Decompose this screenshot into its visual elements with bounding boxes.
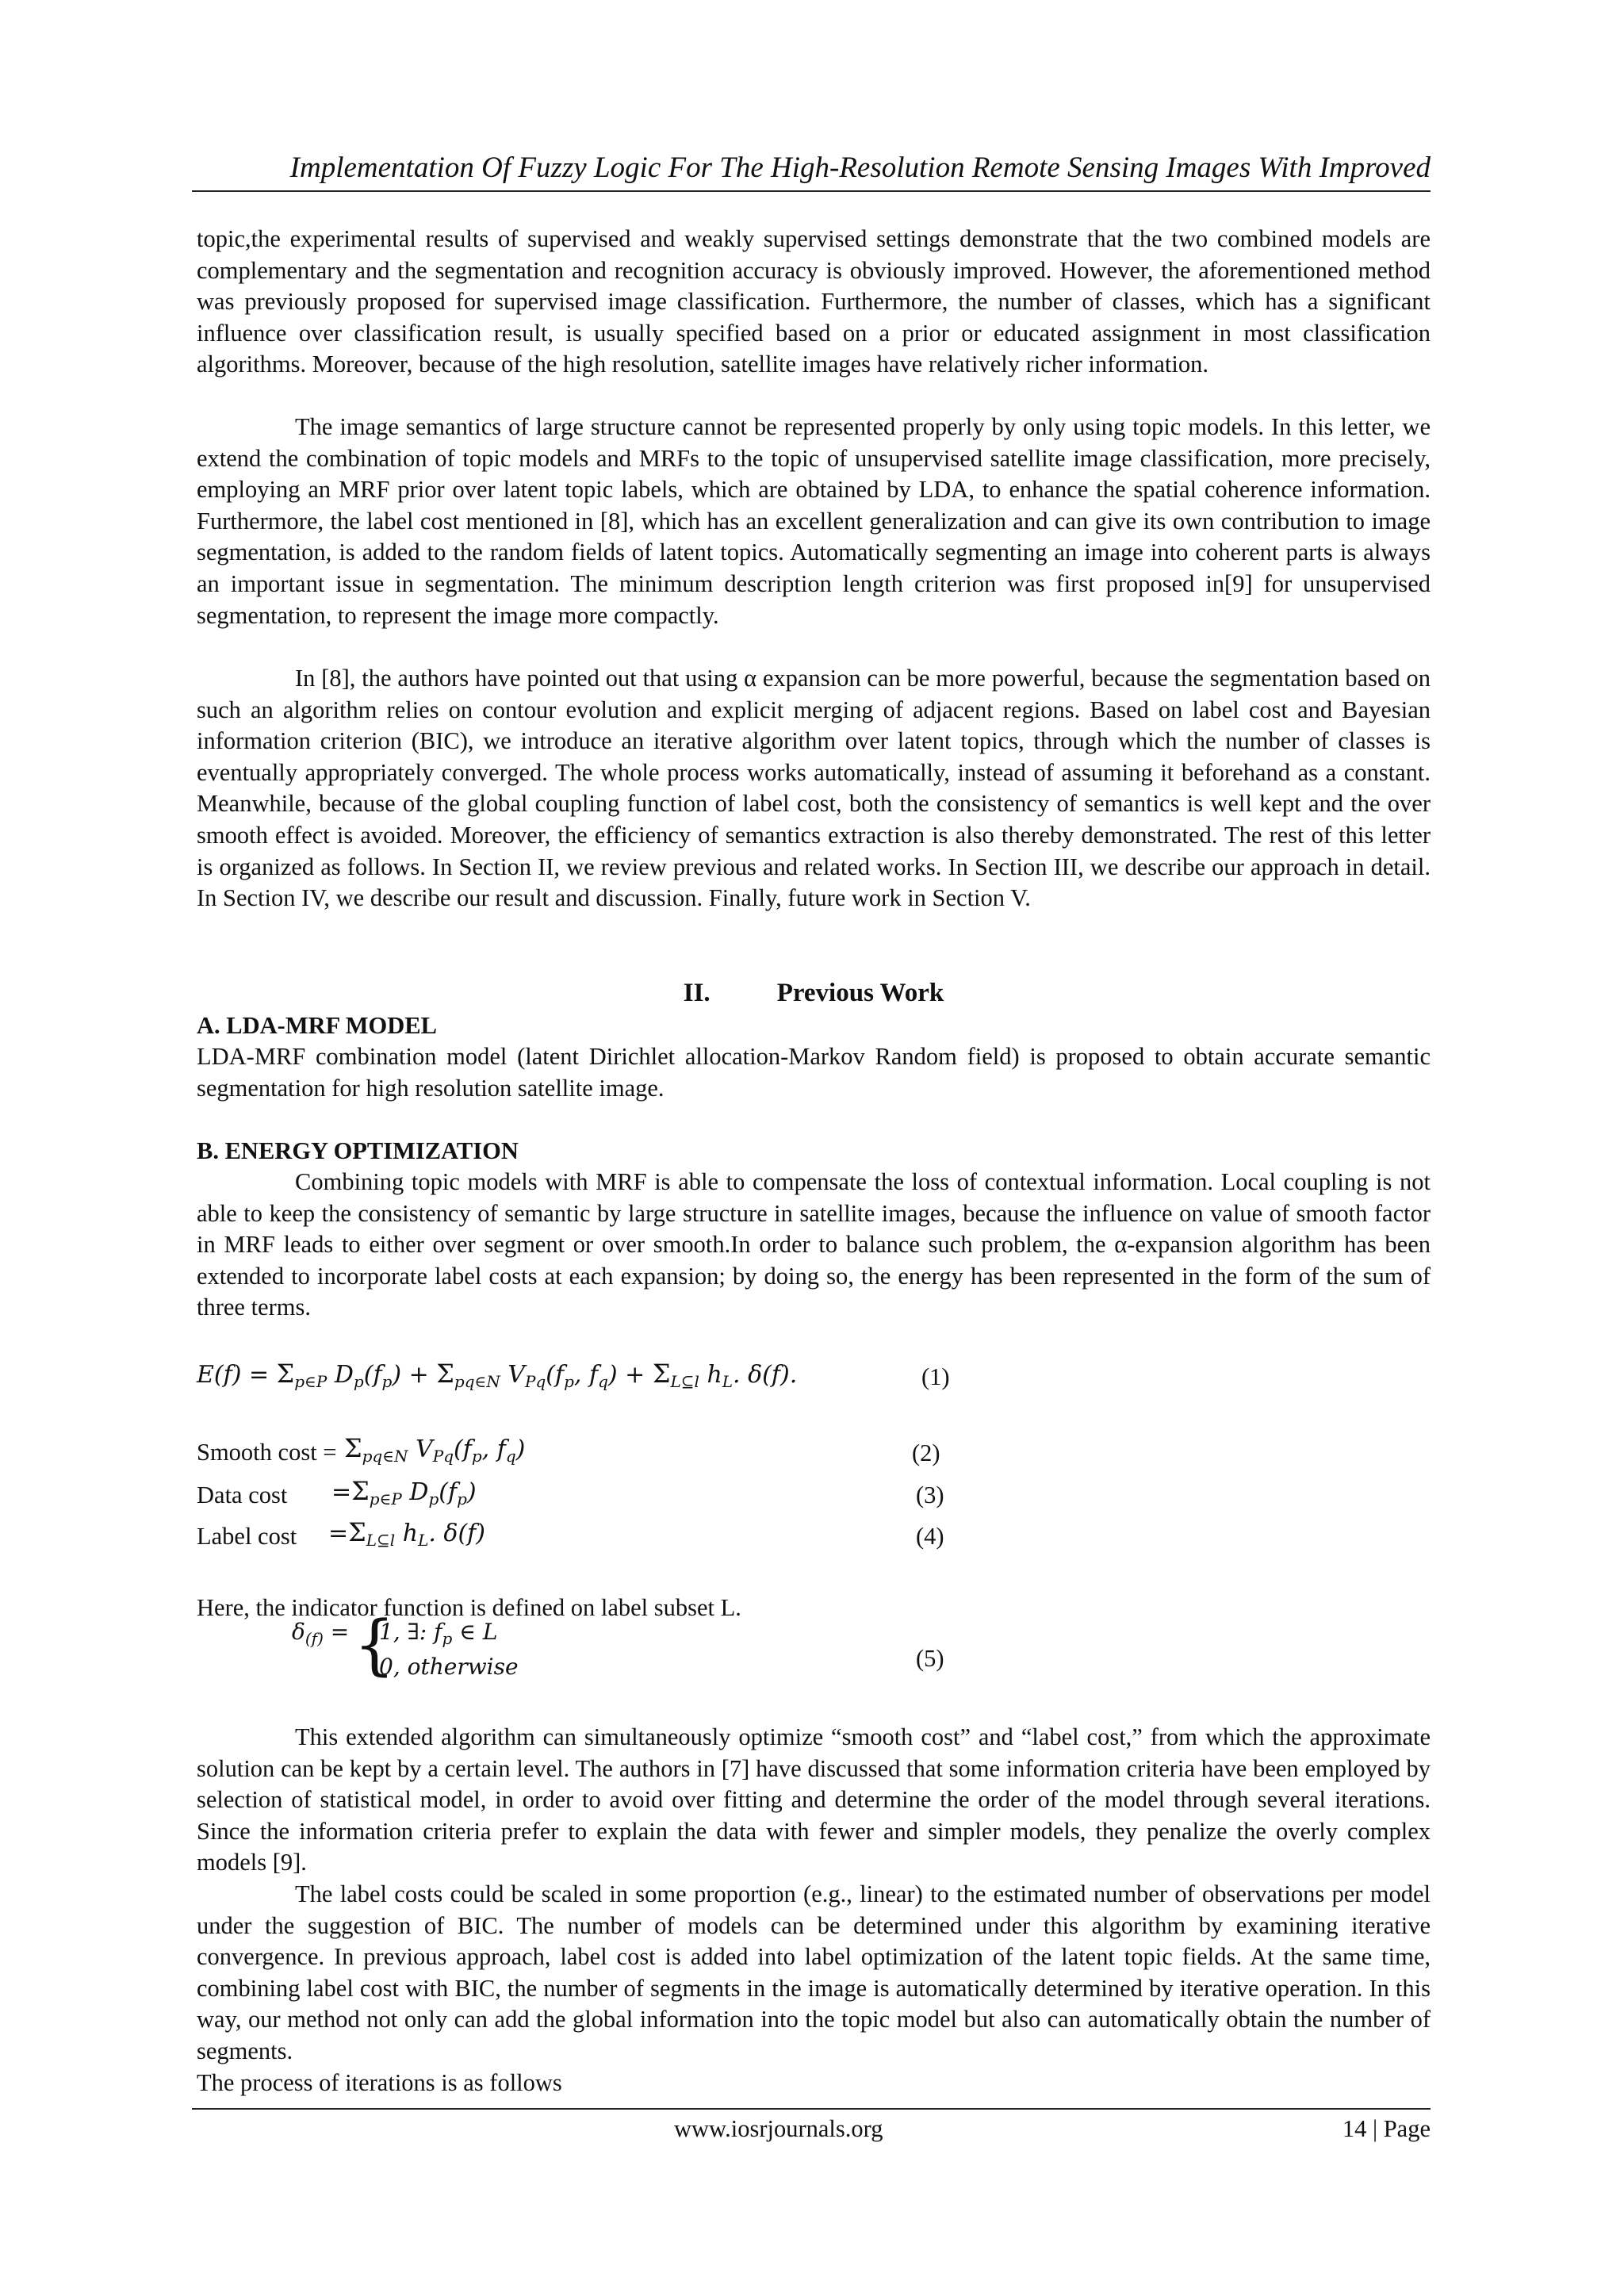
case-row-1: 1, ∃: f: [379, 1619, 442, 1645]
equation-smooth-cost: $\Sigma_{pq\in N}$ $V_{Pq}(f_p$, $f_q$): [344, 1433, 526, 1466]
footer-page-number: 14 | Page: [1342, 2115, 1431, 2142]
section-number: II.: [683, 979, 710, 1007]
equation-label-cost: $=\Sigma_{L⊆l}$ $h_L$. δ(f): [328, 1517, 485, 1550]
equation-number-4: (4): [916, 1523, 944, 1550]
section-title: Previous Work: [776, 979, 944, 1007]
subsection-b-title: B. ENERGY OPTIMIZATION: [197, 1137, 519, 1164]
label-cost-label: Label cost: [197, 1523, 297, 1550]
subsection-b-text: Combining topic models with MRF is able to compensate the loss of contextual information. Local coupling is not able to keep the consistency of semantic by large structure in satellite images, because the influence on value of smooth factor in MRF leads to either over segment or over smooth.In order to balance such problem, the α-expansion algorithm has been extended to incorporate label costs at each expansion; by doing so, the energy has been represented in the form of the sum of three terms.: [197, 1168, 1431, 1321]
paragraph-intro-continued: topic,the experimental results of supervised and weakly supervised settings demonstrate that the two combined models are complementary and the segmentation and recognition accuracy is obviously improved. However, the aforementioned method was previously proposed for supervised image classification. Furthermore, the number of classes, which has a significant influence over classification result, is usually specified based on a prior or educated assignment in most classification algorithms. Moreover, because of the high resolution, satellite images have relatively richer information.: [197, 225, 1431, 378]
paragraph-iterations: The process of iterations is as follows: [197, 2069, 562, 2096]
indicator-intro-text: Here, the indicator function is defined on label subset L.: [197, 1594, 741, 1621]
paragraph-extended-algorithm: This extended algorithm can simultaneously optimize “smooth cost” and “label cost,” from which the approximate solution can be kept by a certain level. The authors in [7] have discussed that some information criteria have been employed by selection of statistical model, in order to avoid over fitting and determine the order of the model through several iterations. Since the information criteria prefer to explain the data with fewer and simpler models, they penalize the overly complex models [9].: [197, 1723, 1431, 1876]
footer-divider: [192, 2108, 1431, 2110]
equation-energy: $E(f) = \Sigma_{p\in P}$ $D_p(f_p) + \Sigma_{pq\in N}$ $V_{Pq}(f_p$, $f_q) + \Sigma_{L⊆l}$ $h_L$. δ(f).: [197, 1359, 798, 1391]
equation-number-5: (5): [916, 1645, 944, 1672]
running-header: Implementation Of Fuzzy Logic For The High-Resolution Remote Sensing Images With Improved: [289, 151, 1431, 184]
paragraph-label-costs: The label costs could be scaled in some proportion (e.g., linear) to the estimated number of observations per model under the suggestion of BIC. The number of models can be determined under this algorithm by examining iterative convergence. In previous approach, label cost is added into label optimization of the latent topic fields. At the same time, combining label cost with BIC, the number of segments in the image is automatically determined by iterative operation. In this way, our method not only can add the global information into the topic model but also can automatically obtain the number of segments.: [197, 1880, 1431, 2064]
section-heading: [197, 977, 1431, 1009]
case-row-1-tail: ∈ L: [452, 1619, 498, 1645]
subsection-a-text: LDA-MRF combination model (latent Dirichlet allocation-Markov Random field) is proposed to obtain accurate semantic segmentation for high resolution satellite image.: [197, 1043, 1431, 1102]
subsection-a-title: A. LDA-MRF MODEL: [197, 1012, 437, 1039]
case-row-2: 0, otherwise: [379, 1654, 519, 1680]
equation-number-2: (2): [912, 1439, 940, 1466]
paragraph-alpha-expansion: In [8], the authors have pointed out that using α expansion can be more powerful, because the segmentation based on such an algorithm relies on contour evolution and explicit merging of adjacent regions. Based on label cost and Bayesian information criterion (BIC), we introduce an iterative algorithm over latent topics, through which the number of classes is eventually appropriately converged. The whole process works automatically, instead of assuming it beforehand as a constant. Meanwhile, because of the global coupling function of label cost, both the consistency of semantics is well kept and the over smooth effect is avoided. Moreover, the efficiency of semantics extraction is also thereby demonstrated. The rest of this letter is organized as follows. In Section II, we review previous and related works. In Section III, we describe our approach in detail. In Section IV, we describe our result and discussion. Finally, future work in Section V.: [197, 665, 1431, 912]
paragraph-image-semantics: The image semantics of large structure cannot be represented properly by only using topic models. In this letter, we extend the combination of topic models and MRFs to the topic of unsupervised satellite image classification, more precisely, employing an MRF prior over latent topic labels, which are obtained by LDA, to enhance the spatial coherence information. Furthermore, the label cost mentioned in [8], which has an excellent generalization and can give its own contribution to image segmentation, is added to the random fields of latent topics. Automatically segmenting an image into coherent parts is always an important issue in segmentation. The minimum description length criterion was first proposed in[9] for unsupervised segmentation, to represent the image more compactly.: [197, 413, 1431, 629]
header-divider: [192, 190, 1431, 192]
smooth-cost-label: Smooth cost =: [197, 1439, 337, 1466]
footer-journal-link[interactable]: www.iosrjournals.org: [674, 2115, 883, 2142]
equation-number-3: (3): [916, 1481, 944, 1508]
equation-indicator-function: $\delta_{(f)}$ = { 1, ∃: $f_p$ ∈ L 0, otherwise: [292, 1608, 519, 1683]
data-cost-label: Data cost: [197, 1481, 288, 1508]
equation-data-cost: $=\Sigma_{p\in P}$ $D_p(f_p)$: [331, 1476, 477, 1508]
brace-glyph: {: [354, 1608, 396, 1683]
equation-number-1: (1): [921, 1363, 950, 1390]
